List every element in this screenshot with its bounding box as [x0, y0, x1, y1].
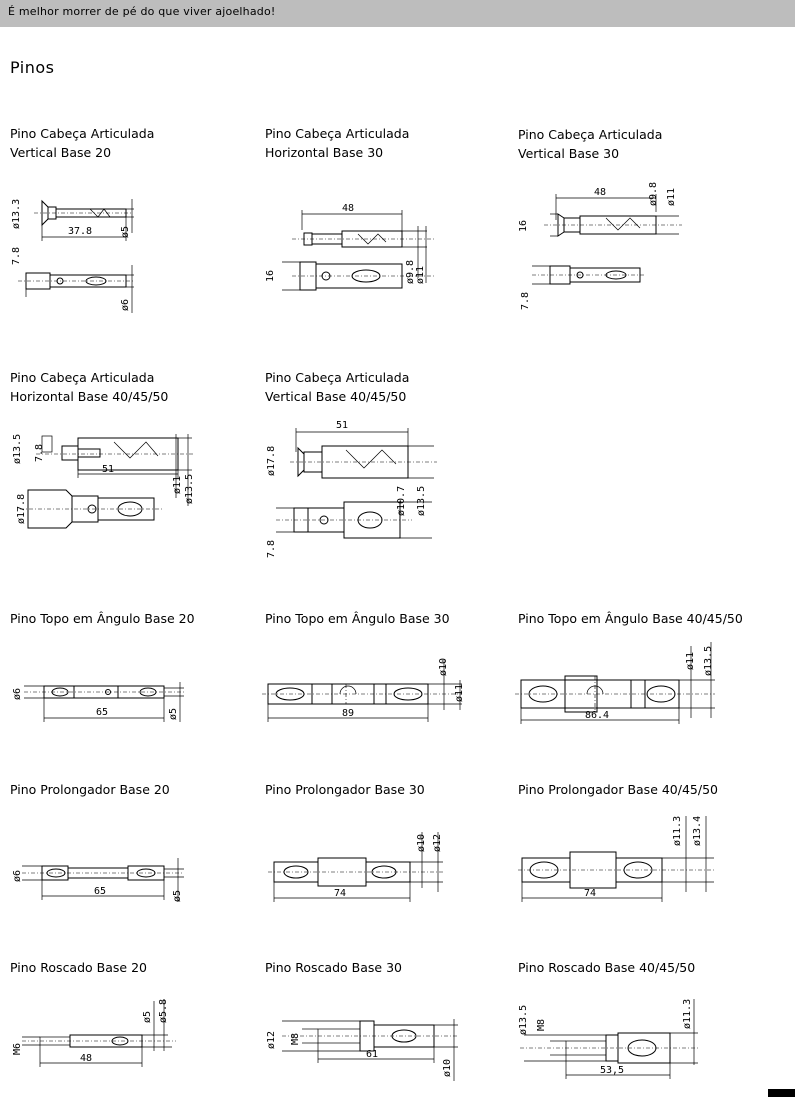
caption-pino-topo-30: Pino Topo em Ângulo Base 30 — [265, 611, 450, 626]
drawing-pino-articulada-horizontal-40 — [6, 428, 196, 553]
page-title: Pinos — [10, 58, 55, 77]
dim-text: 7.8 — [520, 291, 531, 310]
dim-text: 74 — [584, 888, 597, 899]
caption-pino-articulada-vertical-20: Pino Cabeça Articulada Vertical Base 20 — [10, 126, 155, 160]
drawing-pino-roscado-40 — [514, 995, 704, 1085]
dim-text: ø10 — [416, 833, 427, 852]
dim-text: ø10 — [438, 657, 449, 676]
dim-text: 53,5 — [600, 1065, 625, 1076]
caption-pino-roscado-30: Pino Roscado Base 30 — [265, 960, 402, 975]
caption-pino-articulada-vertical-30: Pino Cabeça Articulada Vertical Base 30 — [518, 127, 663, 161]
dim-text: ø13.3 — [11, 198, 22, 229]
caption-pino-roscado-40: Pino Roscado Base 40/45/50 — [518, 960, 696, 975]
dim-text: ø11 — [415, 265, 426, 284]
caption-pino-articulada-horizontal-30: Pino Cabeça Articulada Horizontal Base 30 — [265, 126, 410, 160]
dim-text: 48 — [594, 187, 607, 198]
drawing-pino-topo-30 — [262, 650, 472, 730]
drawing-pino-articulada-vertical-30 — [514, 180, 684, 315]
dim-text: M8 — [536, 1018, 547, 1031]
dim-text: ø6 — [12, 869, 23, 882]
caption-pino-articulada-vertical-40: Pino Cabeça Articulada Vertical Base 40/45/50 — [265, 370, 410, 404]
dim-text: ø12 — [432, 833, 443, 852]
dim-text: 7.8 — [34, 443, 45, 462]
dim-text: 16 — [265, 269, 276, 282]
dim-text: ø5.8 — [158, 998, 169, 1023]
drawing-pino-prolongador-40 — [518, 812, 718, 908]
dim-text: ø12 — [266, 1030, 277, 1049]
dim-text: ø11 — [685, 651, 696, 670]
dim-text: ø5 — [120, 225, 131, 238]
dim-text: 51 — [102, 464, 115, 475]
page-number-tab — [768, 1089, 795, 1097]
dim-text: 51 — [336, 420, 349, 431]
dim-text: M6 — [12, 1042, 23, 1055]
dim-text: M8 — [290, 1032, 301, 1045]
drawing-pino-roscado-30 — [262, 1015, 462, 1087]
dim-text: 7.8 — [266, 539, 277, 558]
dim-text: ø11.3 — [682, 998, 693, 1029]
dim-text: ø13.5 — [184, 473, 195, 504]
drawing-pino-roscado-20 — [8, 995, 178, 1071]
dim-text: 16 — [518, 219, 529, 232]
dim-text: ø13.5 — [703, 645, 714, 676]
drawing-pino-prolongador-20 — [8, 852, 188, 904]
dim-text: 48 — [342, 203, 355, 214]
drawing-pino-articulada-vertical-20 — [8, 193, 138, 318]
drawing-pino-topo-40 — [515, 638, 720, 730]
dim-text: ø5 — [168, 707, 179, 720]
dim-text: ø13.5 — [12, 433, 23, 464]
top-banner — [0, 0, 795, 27]
dim-text: 7.8 — [11, 246, 22, 265]
drawing-pino-topo-20 — [8, 672, 188, 732]
caption-pino-prolongador-20: Pino Prolongador Base 20 — [10, 782, 170, 797]
caption-pino-prolongador-40: Pino Prolongador Base 40/45/50 — [518, 782, 718, 797]
dim-text: 48 — [80, 1053, 93, 1064]
dim-text: ø11.3 — [672, 815, 683, 846]
dim-text: ø11 — [666, 187, 677, 206]
dim-text: ø13.5 — [518, 1004, 529, 1035]
drawing-pino-prolongador-30 — [268, 822, 453, 908]
dim-text: 61 — [366, 1049, 379, 1060]
dim-text: ø10.7 — [396, 485, 407, 516]
dim-text: ø11 — [454, 683, 465, 702]
banner-quote: É melhor morrer de pé do que viver ajoelhado! — [8, 5, 276, 18]
dim-text: ø13.4 — [692, 815, 703, 846]
dim-text: ø6 — [12, 687, 23, 700]
dim-text: ø9.8 — [648, 181, 659, 206]
dim-text: ø6 — [120, 298, 131, 311]
dim-text: ø5 — [172, 889, 183, 902]
dim-text: ø10 — [442, 1058, 453, 1077]
caption-pino-roscado-20: Pino Roscado Base 20 — [10, 960, 147, 975]
caption-pino-articulada-horizontal-40: Pino Cabeça Articulada Horizontal Base 40/45/50 — [10, 370, 169, 404]
caption-pino-prolongador-30: Pino Prolongador Base 30 — [265, 782, 425, 797]
dim-text: 37.8 — [68, 226, 93, 237]
caption-pino-topo-20: Pino Topo em Ângulo Base 20 — [10, 611, 195, 626]
dim-text: 65 — [96, 707, 109, 718]
drawing-pino-articulada-vertical-40 — [262, 412, 442, 562]
dim-text: ø9.8 — [405, 259, 416, 284]
dim-text: 74 — [334, 888, 347, 899]
dim-text: ø5 — [142, 1010, 153, 1023]
dim-text: ø17.8 — [16, 493, 27, 524]
dim-text: ø17.8 — [266, 445, 277, 476]
dim-text: 65 — [94, 886, 107, 897]
dim-text: 89 — [342, 708, 355, 719]
drawing-pino-articulada-horizontal-30 — [262, 198, 437, 303]
dim-text: 86.4 — [585, 710, 610, 721]
dim-text: ø13.5 — [416, 485, 427, 516]
caption-pino-topo-40: Pino Topo em Ângulo Base 40/45/50 — [518, 611, 743, 626]
dim-text: ø11 — [172, 475, 183, 494]
